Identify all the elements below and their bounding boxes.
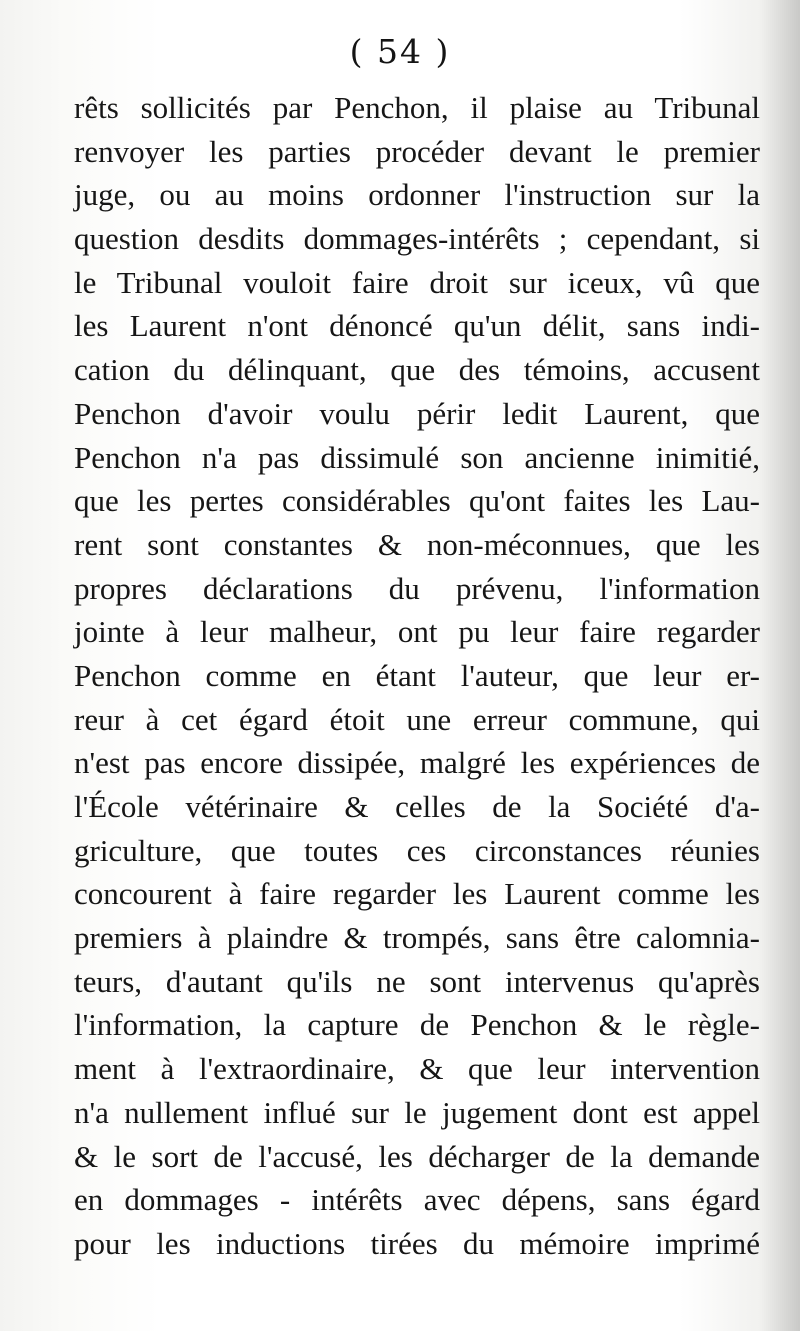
text-line: jointe à leur malheur, ont pu leur faire regarder [74, 614, 760, 650]
text-line: juge, ou au moins ordonner l'instruction sur la [74, 177, 760, 213]
text-line: Penchon n'a pas dissimulé son ancienne inimitié, [74, 439, 760, 475]
text-line: l'information, la capture de Penchon & le règle- [74, 1007, 760, 1043]
text-line: renvoyer les parties procéder devant le premier [74, 133, 760, 169]
text-line: rent sont constantes & non-méconnues, que les [74, 526, 760, 562]
text-line: le Tribunal vouloit faire droit sur iceux, vû que [74, 264, 760, 300]
text-line: reur à cet égard étoit une erreur commune, qui [74, 701, 760, 737]
text-line: & le sort de l'accusé, les décharger de la demande [74, 1138, 760, 1174]
text-line: que les pertes considérables qu'ont faites les Lau- [74, 483, 760, 519]
text-line: l'École vétérinaire & celles de la Société d'a- [74, 789, 760, 824]
text-line: cation du délinquant, que des témoins, accusent [74, 352, 760, 388]
text-line: Penchon d'avoir voulu périr ledit Laurent, que [74, 395, 760, 431]
text-line: griculture, que toutes ces circonstances réunies [74, 832, 760, 868]
text-line: rêts sollicités par Penchon, il plaise au Tribunal [74, 90, 760, 125]
text-line: n'a nullement influé sur le jugement dont est appel [74, 1094, 760, 1130]
text-line: Penchon comme en étant l'auteur, que leur er- [74, 657, 760, 693]
text-line: propres déclarations du prévenu, l'information [74, 570, 760, 606]
text-line: en dommages - intérêts avec dépens, sans égard [74, 1182, 760, 1218]
text-line: teurs, d'autant qu'ils ne sont intervenus qu'après [74, 963, 760, 999]
text-line: concourent à faire regarder les Laurent comme les [74, 876, 760, 912]
text-line: question desdits dommages-intérêts ; cependant, si [74, 221, 760, 257]
page-number: ( 54 ) [349, 32, 451, 71]
body-text [74, 86, 760, 1266]
text-line: ment à l'extraordinaire, & que leur intervention [74, 1051, 760, 1087]
text-line: premiers à plaindre & trompés, sans être calomnia- [74, 920, 760, 956]
text-line: n'est pas encore dissipée, malgré les expériences de [74, 745, 760, 781]
text-line: pour les inductions tirées du mémoire imprimé [74, 1225, 760, 1261]
text-line: les Laurent n'ont dénoncé qu'un délit, sans indi- [74, 308, 760, 344]
